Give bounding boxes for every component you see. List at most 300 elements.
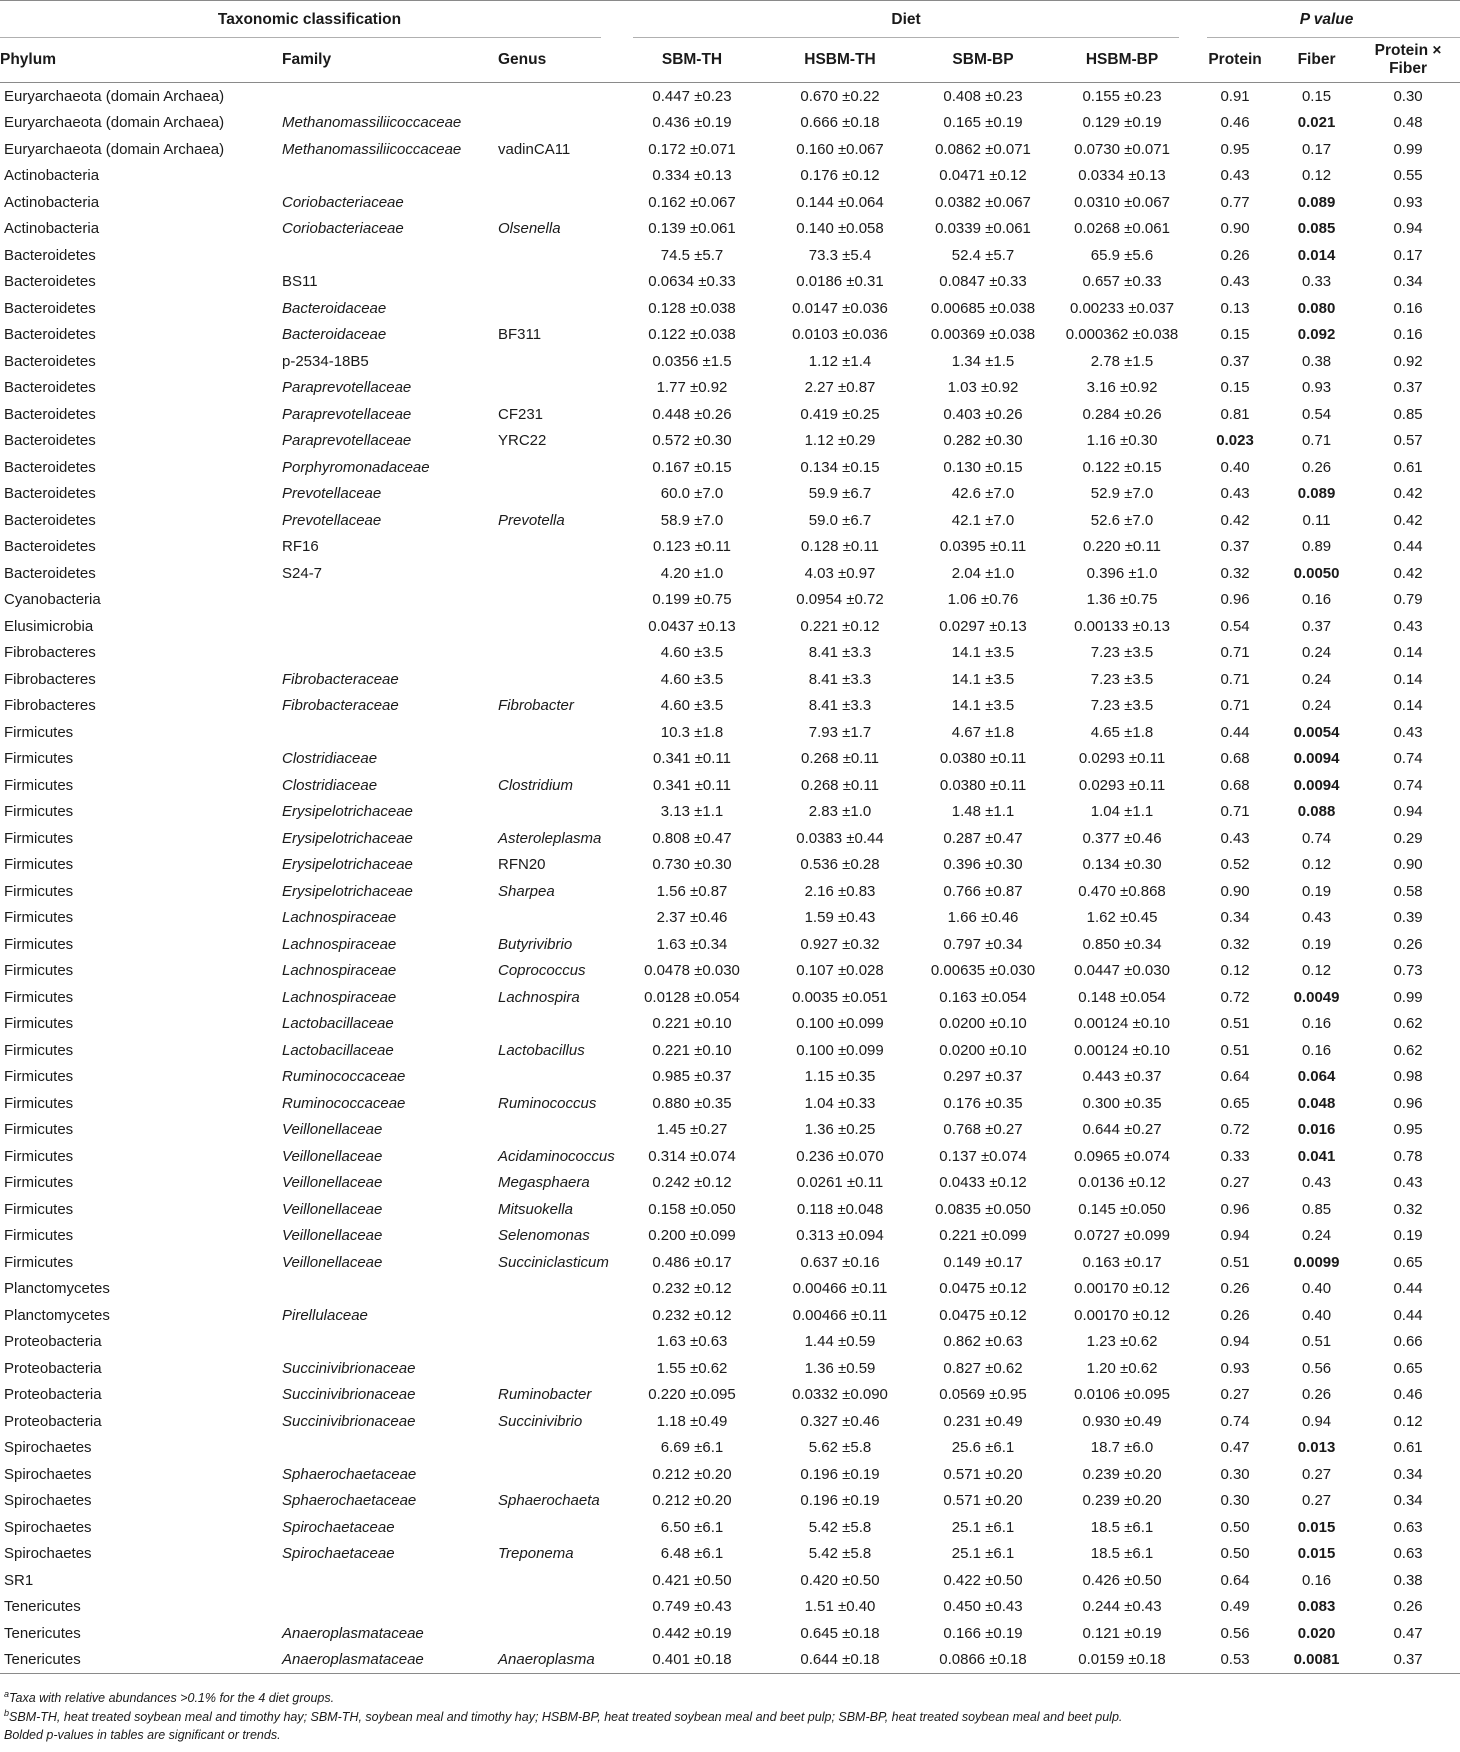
- cell-hsbm-bp: 0.657 ±0.33: [1082, 273, 1162, 291]
- cell-protein-x-fiber: 0.39: [1393, 909, 1423, 927]
- table-row: [0, 534, 1460, 561]
- table-row: [0, 163, 1460, 190]
- cell-fiber: 0.12: [1301, 962, 1332, 980]
- cell-family: Spirochaetaceae: [282, 1518, 395, 1536]
- cell-family: Methanomassiliicoccaceae: [282, 114, 462, 132]
- cell-family: [282, 1276, 498, 1303]
- table-row: [0, 189, 1460, 216]
- cell-protein-x-fiber: 0.65: [1393, 1359, 1423, 1377]
- cell-sbm-th: 0.334 ±0.13: [652, 167, 732, 185]
- table-row: [0, 428, 1460, 455]
- cell-protein-x-fiber: 0.46: [1393, 1386, 1423, 1404]
- cell-sbm-bp: 1.06 ±0.76: [947, 591, 1019, 609]
- cell-phylum: Firmicutes: [4, 1041, 74, 1059]
- table-row: [0, 1329, 1460, 1356]
- cell-family: Veillonellaceae: [282, 1200, 383, 1218]
- cell-sbm-th: 0.221 ±0.10: [652, 1015, 732, 1033]
- cell-genus: YRC22: [498, 432, 547, 450]
- cell-family: Lachnospiraceae: [282, 988, 397, 1006]
- table-row: [0, 1117, 1460, 1144]
- table-row: [0, 1064, 1460, 1091]
- cell-fiber: 0.013: [1297, 1439, 1336, 1457]
- cell-fiber: 0.24: [1301, 670, 1332, 688]
- cell-phylum: Firmicutes: [4, 909, 74, 927]
- cell-fiber: 0.16: [1301, 591, 1332, 609]
- cell-hsbm-bp: 0.0334 ±0.13: [1078, 167, 1166, 185]
- cell-protein-x-fiber: 0.65: [1393, 1253, 1423, 1271]
- cell-sbm-bp: 0.571 ±0.20: [943, 1465, 1023, 1483]
- cell-hsbm-bp: 0.145 ±0.050: [1078, 1200, 1166, 1218]
- cell-family: Lachnospiraceae: [282, 909, 397, 927]
- cell-hsbm-th: 0.107 ±0.028: [796, 962, 884, 980]
- cell-sbm-th: 0.341 ±0.11: [652, 776, 732, 794]
- cell-family: Prevotellaceae: [282, 511, 382, 529]
- cell-fiber: 0.014: [1297, 246, 1336, 264]
- cell-hsbm-th: 0.0261 ±0.11: [796, 1174, 884, 1192]
- cell-phylum: Bacteroidetes: [4, 485, 96, 503]
- cell-genus: Mitsuokella: [498, 1200, 574, 1218]
- cell-protein: 0.43: [1220, 167, 1250, 185]
- cell-sbm-th: 0.221 ±0.10: [652, 1041, 732, 1059]
- cell-fiber: 0.015: [1297, 1518, 1336, 1536]
- cell-sbm-th: 58.9 ±7.0: [660, 511, 724, 529]
- table-row: [0, 958, 1460, 985]
- cell-family: Anaeroplasmataceae: [282, 1647, 498, 1674]
- cell-fiber: 0.27: [1301, 1492, 1332, 1510]
- cell-hsbm-th: 8.41 ±3.3: [808, 644, 872, 662]
- cell-hsbm-bp: 0.396 ±1.0: [1086, 564, 1158, 582]
- cell-hsbm-bp: 0.0965 ±0.074: [1074, 1147, 1170, 1165]
- cell-protein: 0.43: [1220, 485, 1250, 503]
- table-row: [0, 1514, 1460, 1541]
- cell-phylum: Firmicutes: [4, 1174, 74, 1192]
- cell-hsbm-bp: 0.121 ±0.19: [1082, 1624, 1162, 1642]
- cell-sbm-th: 0.985 ±0.37: [652, 1068, 732, 1086]
- cell-sbm-bp: 0.282 ±0.30: [943, 432, 1023, 450]
- cell-hsbm-bp: 0.220 ±0.11: [1083, 538, 1162, 556]
- cell-hsbm-bp: 18.5 ±6.1: [1090, 1545, 1154, 1563]
- cell-family: Veillonellaceae: [282, 1227, 383, 1245]
- cell-sbm-bp: 0.0200 ±0.10: [939, 1015, 1027, 1033]
- cell-family: Erysipelotrichaceae: [282, 882, 413, 900]
- cell-hsbm-th: 0.0147 ±0.036: [792, 299, 888, 317]
- cell-hsbm-th: 0.0035 ±0.051: [792, 988, 888, 1006]
- cell-phylum: Bacteroidetes: [4, 538, 96, 556]
- cell-protein: 0.51: [1220, 1253, 1250, 1271]
- cell-phylum: Actinobacteria: [4, 167, 100, 185]
- cell-fiber: 0.12: [1301, 167, 1332, 185]
- cell-hsbm-bp: 0.00170 ±0.12: [1074, 1306, 1170, 1324]
- cell-phylum: Proteobacteria: [4, 1386, 102, 1404]
- cell-protein-x-fiber: 0.94: [1393, 220, 1423, 238]
- cell-hsbm-th: 0.313 ±0.094: [796, 1227, 884, 1245]
- cell-protein: 0.52: [1220, 856, 1250, 874]
- cell-fiber: 0.40: [1301, 1280, 1332, 1298]
- cell-phylum: Cyanobacteria: [4, 591, 101, 609]
- cell-family: Methanomassiliicoccaceae: [282, 140, 462, 158]
- cell-sbm-th: 0.122 ±0.038: [648, 326, 736, 344]
- cell-sbm-th: 0.808 ±0.47: [652, 829, 732, 847]
- cell-protein: 0.32: [1220, 935, 1250, 953]
- cell-genus: Asteroleplasma: [498, 829, 602, 847]
- cell-phylum: Fibrobacteres: [4, 644, 96, 662]
- cell-sbm-th: 6.69 ±6.1: [660, 1439, 724, 1457]
- cell-protein-x-fiber: 0.58: [1393, 882, 1423, 900]
- cell-sbm-th: 0.199 ±0.75: [652, 591, 732, 609]
- cell-genus: Fibrobacter: [498, 697, 574, 715]
- cell-hsbm-th: 0.100 ±0.099: [796, 1041, 884, 1059]
- cell-phylum: Spirochaetes: [4, 1545, 92, 1563]
- cell-protein-x-fiber: 0.17: [1393, 246, 1423, 264]
- cell-protein: 0.47: [1220, 1439, 1250, 1457]
- cell-genus: Selenomonas: [498, 1227, 590, 1245]
- table-row: [0, 1249, 1460, 1276]
- cell-family: BS11: [282, 273, 318, 291]
- cell-genus: Coprococcus: [498, 962, 586, 980]
- cell-phylum: Bacteroidetes: [4, 564, 96, 582]
- cell-protein-x-fiber: 0.98: [1393, 1068, 1423, 1086]
- cell-sbm-bp: 0.0297 ±0.13: [939, 617, 1027, 635]
- cell-protein-x-fiber: 0.43: [1393, 723, 1423, 741]
- cell-phylum: Firmicutes: [4, 962, 74, 980]
- cell-protein-x-fiber: 0.14: [1393, 697, 1423, 715]
- cell-protein-x-fiber: 0.26: [1393, 1598, 1423, 1616]
- cell-hsbm-bp: 0.000362 ±0.038: [1065, 326, 1179, 344]
- cell-hsbm-th: 1.15 ±0.35: [804, 1068, 876, 1086]
- table-row: [0, 1276, 1460, 1303]
- cell-genus: [498, 666, 619, 693]
- cell-sbm-th: 1.63 ±0.63: [656, 1333, 728, 1351]
- cell-family: Sphaerochaetaceae: [282, 1492, 417, 1510]
- cell-fiber: 0.26: [1301, 458, 1332, 476]
- cell-hsbm-bp: 0.0730 ±0.071: [1074, 140, 1170, 158]
- table-row: [0, 269, 1460, 296]
- cell-hsbm-th: 1.12 ±0.29: [804, 432, 876, 450]
- cell-fiber: 0.064: [1297, 1068, 1336, 1086]
- cell-protein-x-fiber: 0.99: [1393, 988, 1423, 1006]
- cell-protein-x-fiber: 0.34: [1393, 273, 1423, 291]
- cell-protein: 0.43: [1220, 273, 1250, 291]
- cell-hsbm-bp: 1.16 ±0.30: [1086, 432, 1158, 450]
- cell-protein: 0.15: [1220, 379, 1250, 397]
- cell-protein-x-fiber: 0.26: [1393, 935, 1423, 953]
- cell-phylum: Bacteroidetes: [4, 379, 96, 397]
- cell-phylum: Tenericutes: [0, 1647, 282, 1674]
- cell-sbm-bp: 0.0835 ±0.050: [935, 1200, 1031, 1218]
- cell-genus: [498, 1567, 619, 1594]
- cell-genus: [498, 83, 619, 110]
- cell-fiber: 0.26: [1301, 1386, 1332, 1404]
- cell-hsbm-bp: 0.0727 ±0.099: [1074, 1227, 1170, 1245]
- cell-phylum: Bacteroidetes: [4, 326, 96, 344]
- table-row: [0, 878, 1460, 905]
- cell-phylum: Spirochaetes: [4, 1492, 92, 1510]
- cell-hsbm-bp: 0.00233 ±0.037: [1069, 299, 1175, 317]
- cell-protein: 0.81: [1220, 405, 1250, 423]
- cell-fiber: 0.19: [1301, 935, 1332, 953]
- cell-sbm-th: 1.63 ±0.34: [656, 935, 728, 953]
- table-row: [0, 1408, 1460, 1435]
- cell-fiber: 0.0054: [1293, 723, 1340, 741]
- cell-sbm-bp: 0.176 ±0.35: [943, 1094, 1023, 1112]
- cell-hsbm-th: 0.644 ±0.18: [765, 1647, 915, 1674]
- cell-hsbm-th: 1.59 ±0.43: [804, 909, 876, 927]
- table-row: [0, 1594, 1460, 1621]
- cell-protein: 0.71: [1220, 803, 1250, 821]
- cell-protein: 0.34: [1220, 909, 1250, 927]
- cell-genus: [498, 1620, 619, 1647]
- cell-phylum: Firmicutes: [4, 882, 74, 900]
- cell-protein: 0.27: [1220, 1386, 1250, 1404]
- cell-sbm-th: 10.3 ±1.8: [660, 723, 724, 741]
- table-row: [0, 931, 1460, 958]
- cell-hsbm-th: 5.62 ±5.8: [808, 1439, 872, 1457]
- col-fiber: Fiber: [1297, 51, 1336, 68]
- cell-genus: [498, 1461, 619, 1488]
- cell-hsbm-th: 5.42 ±5.8: [808, 1518, 872, 1536]
- cell-genus: Sharpea: [498, 882, 555, 900]
- cell-protein: 0.40: [1220, 458, 1250, 476]
- cell-phylum: Firmicutes: [4, 1015, 74, 1033]
- cell-sbm-th: 0.232 ±0.12: [652, 1280, 732, 1298]
- table-row: [0, 1355, 1460, 1382]
- cell-sbm-th: 0.212 ±0.20: [652, 1492, 732, 1510]
- cell-family: Bacteroidaceae: [282, 326, 387, 344]
- cell-genus: Acidaminococcus: [498, 1147, 615, 1165]
- cell-sbm-th: 0.749 ±0.43: [652, 1598, 732, 1616]
- cell-protein-x-fiber: 0.63: [1393, 1518, 1423, 1536]
- cell-sbm-bp: 0.0339 ±0.061: [935, 220, 1031, 238]
- cell-sbm-bp: 1.34 ±1.5: [951, 352, 1015, 370]
- cell-hsbm-th: 8.41 ±3.3: [808, 670, 872, 688]
- cell-phylum: Tenericutes: [4, 1598, 81, 1616]
- cell-hsbm-th: 0.118 ±0.048: [796, 1200, 884, 1218]
- col-protein: Protein: [1208, 51, 1262, 68]
- cell-protein-x-fiber: 0.43: [1393, 1174, 1423, 1192]
- cell-sbm-bp: 0.396 ±0.30: [943, 856, 1023, 874]
- cell-fiber: 0.38: [1301, 352, 1332, 370]
- cell-hsbm-bp: 0.0106 ±0.095: [1074, 1386, 1170, 1404]
- cell-hsbm-th: 8.41 ±3.3: [808, 697, 872, 715]
- cell-hsbm-th: 1.36 ±0.25: [804, 1121, 876, 1139]
- cell-hsbm-th: 0.140 ±0.058: [796, 220, 884, 238]
- cell-sbm-bp: 14.1 ±3.5: [951, 670, 1015, 688]
- cell-sbm-th: 0.167 ±0.15: [652, 458, 732, 476]
- table-row: [0, 613, 1460, 640]
- cell-sbm-th: 0.200 ±0.099: [648, 1227, 736, 1245]
- cell-protein-x-fiber: 0.38: [1393, 1571, 1423, 1589]
- cell-family: Fibrobacteraceae: [282, 697, 399, 715]
- cell-hsbm-bp: 0.0293 ±0.11: [1078, 776, 1166, 794]
- cell-sbm-bp: 0.130 ±0.15: [943, 458, 1023, 476]
- cell-sbm-bp: 0.287 ±0.47: [943, 829, 1023, 847]
- cell-phylum: Euryarchaeota (domain Archaea): [4, 87, 225, 105]
- cell-phylum: Bacteroidetes: [4, 246, 96, 264]
- cell-protein: 0.74: [1220, 1412, 1250, 1430]
- table-row: [0, 905, 1460, 932]
- cell-phylum: Spirochaetes: [4, 1518, 92, 1536]
- cell-protein: 0.68: [1220, 750, 1250, 768]
- cell-protein-x-fiber: 0.61: [1393, 1439, 1423, 1457]
- cell-hsbm-th: 0.327 ±0.46: [800, 1412, 880, 1430]
- cell-fiber: 0.0050: [1293, 564, 1340, 582]
- cell-hsbm-bp: 1.23 ±0.62: [1086, 1333, 1158, 1351]
- cell-sbm-bp: 2.04 ±1.0: [951, 564, 1015, 582]
- cell-family: Paraprevotellaceae: [282, 379, 412, 397]
- cell-phylum: Firmicutes: [4, 1068, 74, 1086]
- cell-genus: [498, 454, 619, 481]
- cell-fiber: 0.12: [1301, 856, 1332, 874]
- cell-hsbm-th: 0.160 ±0.067: [796, 140, 884, 158]
- cell-protein-x-fiber: 0.95: [1393, 1121, 1423, 1139]
- cell-protein-x-fiber: 0.57: [1393, 432, 1423, 450]
- cell-protein: 0.71: [1220, 670, 1250, 688]
- cell-phylum: Firmicutes: [4, 988, 74, 1006]
- footnote-b: $^b$SBM-TH, heat treated soybean meal and timothy hay; SBM-TH, soybean meal and timothy hay; HSBM-BP, heat treated soybean meal and beet pulp; SBM-BP, heat treated soybean meal and beet pulp.: [4, 1707, 1123, 1724]
- table-row: [0, 1620, 1460, 1647]
- cell-family: Succinivibrionaceae: [282, 1412, 416, 1430]
- table-row: [0, 110, 1460, 137]
- cell-hsbm-bp: 0.0310 ±0.067: [1074, 193, 1170, 211]
- header-taxonomy: Taxonomic classification: [0, 1, 619, 39]
- cell-protein-x-fiber: 0.12: [1393, 1412, 1423, 1430]
- cell-sbm-th: 0.0478 ±0.030: [644, 962, 740, 980]
- cell-protein: 0.26: [1220, 1306, 1250, 1324]
- cell-genus: Ruminococcus: [498, 1094, 597, 1112]
- cell-protein: 0.71: [1220, 697, 1250, 715]
- cell-fiber: 0.0081: [1277, 1647, 1356, 1674]
- cell-phylum: Spirochaetes: [4, 1439, 92, 1457]
- cell-protein: 0.91: [1220, 87, 1250, 105]
- cell-hsbm-th: 1.44 ±0.59: [804, 1333, 876, 1351]
- cell-family: [282, 1329, 498, 1356]
- cell-protein: 0.023: [1216, 432, 1254, 450]
- cell-sbm-bp: 0.166 ±0.19: [943, 1624, 1023, 1642]
- cell-protein-x-fiber: 0.61: [1393, 458, 1423, 476]
- cell-protein: 0.71: [1220, 644, 1250, 662]
- cell-sbm-bp: 42.6 ±7.0: [951, 485, 1015, 503]
- cell-hsbm-th: 2.16 ±0.83: [804, 882, 876, 900]
- cell-family: Ruminococcaceae: [282, 1094, 406, 1112]
- cell-sbm-th: 0.172 ±0.071: [648, 140, 736, 158]
- table-row: [0, 1143, 1460, 1170]
- cell-genus: [498, 587, 619, 614]
- cell-phylum: SR1: [4, 1571, 34, 1589]
- cell-fiber: 0.94: [1301, 1412, 1332, 1430]
- cell-genus: Olsenella: [498, 220, 561, 238]
- cell-phylum: Planctomycetes: [4, 1280, 110, 1298]
- cell-hsbm-th: 0.536 ±0.28: [800, 856, 880, 874]
- cell-hsbm-th: 0.0103 ±0.036: [792, 326, 888, 344]
- cell-fiber: 0.15: [1301, 87, 1332, 105]
- cell-hsbm-bp: 52.9 ±7.0: [1090, 485, 1154, 503]
- cell-hsbm-bp: 0.0293 ±0.11: [1078, 750, 1166, 768]
- cell-sbm-bp: 0.0200 ±0.10: [939, 1041, 1027, 1059]
- cell-hsbm-bp: 0.163 ±0.17: [1082, 1253, 1162, 1271]
- cell-family: Erysipelotrichaceae: [282, 829, 413, 847]
- table-row: [0, 1223, 1460, 1250]
- cell-phylum: Firmicutes: [4, 723, 74, 741]
- cell-family: Veillonellaceae: [282, 1121, 383, 1139]
- cell-fiber: 0.89: [1301, 538, 1332, 556]
- table-row: [0, 587, 1460, 614]
- cell-genus: vadinCA11: [498, 140, 571, 158]
- table-row: [0, 1011, 1460, 1038]
- cell-phylum: Firmicutes: [4, 1200, 74, 1218]
- cell-hsbm-th: 0.0186 ±0.31: [796, 273, 884, 291]
- cell-family: Veillonellaceae: [282, 1147, 383, 1165]
- cell-genus: [498, 242, 619, 269]
- cell-sbm-th: 0.421 ±0.50: [652, 1571, 732, 1589]
- cell-phylum: Firmicutes: [4, 829, 74, 847]
- cell-genus: [498, 481, 619, 508]
- cell-family: Ruminococcaceae: [282, 1068, 406, 1086]
- cell-family: Prevotellaceae: [282, 485, 382, 503]
- cell-sbm-bp: 0.221 ±0.099: [939, 1227, 1027, 1245]
- cell-sbm-th: 1.45 ±0.27: [656, 1121, 728, 1139]
- cell-hsbm-th: 59.9 ±6.7: [808, 485, 872, 503]
- cell-sbm-bp: 0.408 ±0.23: [943, 87, 1023, 105]
- cell-protein: 0.26: [1220, 1280, 1250, 1298]
- cell-family: Succinivibrionaceae: [282, 1359, 416, 1377]
- cell-sbm-th: 0.448 ±0.26: [652, 405, 732, 423]
- cell-hsbm-bp: 0.00124 ±0.10: [1074, 1015, 1170, 1033]
- table-row: [0, 1302, 1460, 1329]
- cell-sbm-bp: 0.149 ±0.17: [943, 1253, 1023, 1271]
- cell-family: Veillonellaceae: [282, 1253, 383, 1271]
- cell-genus: Sphaerochaeta: [498, 1492, 600, 1510]
- cell-family: [282, 1594, 498, 1621]
- cell-hsbm-bp: 0.155 ±0.23: [1082, 87, 1162, 105]
- cell-protein-x-fiber: 0.14: [1393, 644, 1423, 662]
- cell-sbm-th: 0.212 ±0.20: [652, 1465, 732, 1483]
- cell-hsbm-bp: 0.0447 ±0.030: [1074, 962, 1170, 980]
- table-row: [0, 481, 1460, 508]
- cell-phylum: Firmicutes: [4, 1227, 74, 1245]
- cell-family: [282, 1567, 498, 1594]
- cell-phylum: Bacteroidetes: [4, 273, 96, 291]
- cell-fiber: 0.54: [1301, 405, 1332, 423]
- cell-fiber: 0.048: [1297, 1094, 1336, 1112]
- cell-genus: Ruminobacter: [498, 1386, 592, 1404]
- cell-sbm-th: 0.486 ±0.17: [652, 1253, 732, 1271]
- cell-genus: [498, 1011, 619, 1038]
- cell-protein-x-fiber: 0.19: [1393, 1227, 1423, 1245]
- cell-protein: 0.56: [1220, 1624, 1250, 1642]
- table-row: [0, 640, 1460, 667]
- cell-sbm-th: 3.13 ±1.1: [660, 803, 724, 821]
- cell-fiber: 0.020: [1297, 1624, 1336, 1642]
- cell-family: Erysipelotrichaceae: [282, 803, 413, 821]
- cell-fiber: 0.16: [1301, 1571, 1332, 1589]
- cell-sbm-th: 4.60 ±3.5: [660, 644, 724, 662]
- cell-family: [282, 242, 498, 269]
- cell-sbm-bp: 0.0475 ±0.12: [939, 1280, 1027, 1298]
- cell-genus: [498, 799, 619, 826]
- cell-hsbm-th: 2.83 ±1.0: [808, 803, 872, 821]
- cell-sbm-bp: 0.0433 ±0.12: [939, 1174, 1027, 1192]
- cell-fiber: 0.085: [1297, 220, 1336, 238]
- cell-protein-x-fiber: 0.44: [1393, 538, 1423, 556]
- cell-hsbm-th: 0.128 ±0.11: [800, 538, 880, 556]
- cell-protein-x-fiber: 0.93: [1393, 193, 1423, 211]
- cell-fiber: 0.51: [1301, 1333, 1332, 1351]
- cell-hsbm-th: 1.51 ±0.40: [804, 1598, 876, 1616]
- cell-protein: 0.54: [1220, 617, 1250, 635]
- cell-phylum: Firmicutes: [4, 750, 74, 768]
- cell-protein-x-fiber: 0.43: [1393, 617, 1423, 635]
- cell-protein: 0.90: [1220, 882, 1250, 900]
